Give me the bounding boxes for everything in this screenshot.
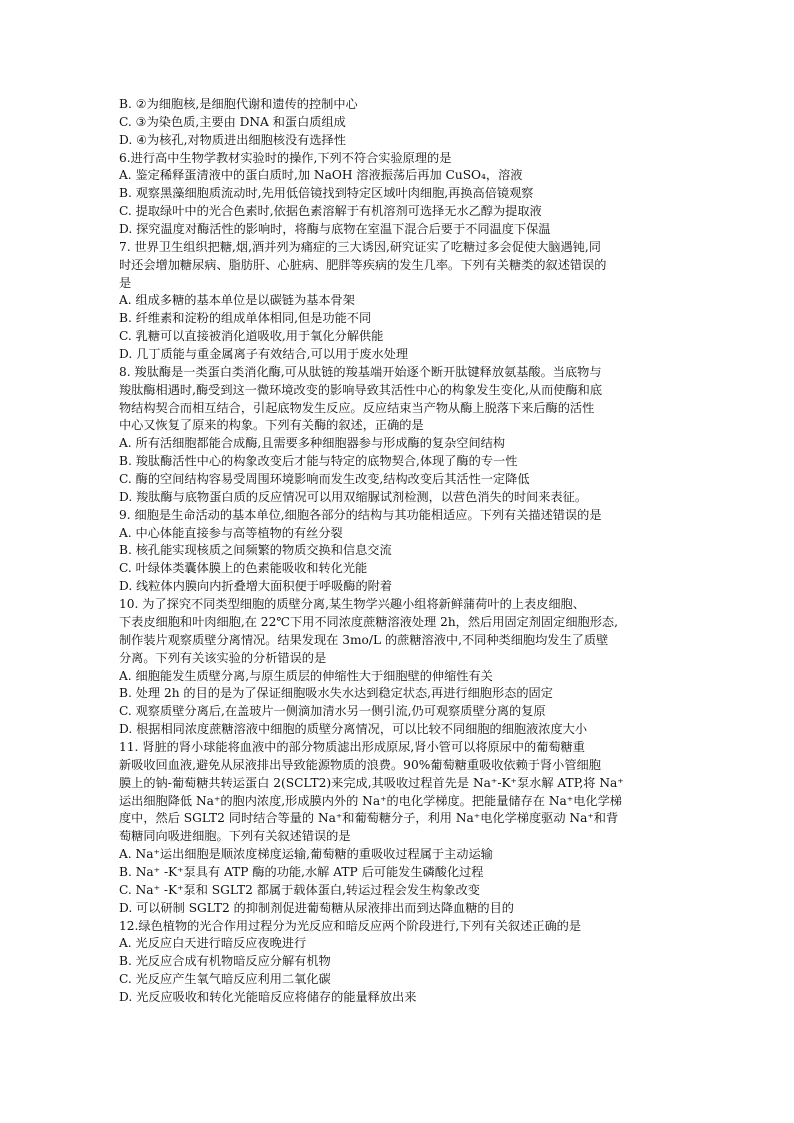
text-line: C. Na⁺ -K⁺泵和 SGLT2 都属于载体蛋白,转运过程会发生构象改变: [119, 882, 480, 897]
text-line: 萄糖同向吸进细胞。下列有关叙述错误的是: [119, 829, 351, 844]
text-line: 制作装片观察质壁分离情况。结果发现在 3mo/L 的蔗糖溶液中,不同种类细胞均发生了质壁: [119, 632, 609, 647]
text-line: 运出细胞降低 Na⁺的胞内浓度,形成膜内外的 Na⁺的电化学梯度。把能量储存在 Na⁺电化学梯: [119, 793, 622, 808]
text-line: C. 光反应产生氧气暗反应利用二氧化碳: [119, 972, 331, 987]
text-line: 12.绿色植物的光合作用过程分为光反应和暗反应两个阶段进行,下列有关叙述正确的是: [119, 918, 582, 933]
text-line: 物结构契合而相互结合，引起底物发生反应。反应结束当产物从酶上脱落下来后酶的活性: [119, 400, 595, 415]
text-line: A. 所有活细胞都能合成酶,且需要多种细胞器参与形成酶的复杂空间结构: [119, 436, 506, 451]
text-line: D. 探究温度对酶活性的影响时，将酶与底物在室温下混合后要于不同温度下保温: [119, 222, 551, 237]
text-line: B. 羧肽酶活性中心的构象改变后才能与特定的底物契合,体现了酶的专一性: [119, 454, 518, 469]
text-line: B. 核孔能实现核质之间频繁的物质交换和信息交流: [119, 543, 392, 558]
text-line: 9. 细胞是生命活动的基本单位,细胞各部分的结构与其功能相适应。下列有关描述错误的是: [119, 507, 602, 522]
text-line: 11. 肾脏的肾小球能将血液中的部分物质滤出形成原尿,肾小管可以将原尿中的葡萄糖重: [119, 739, 585, 754]
text-line: A. 组成多糖的基本单位是以碳链为基本骨架: [119, 293, 355, 308]
text-line: 是: [119, 275, 132, 290]
text-line: D. 几丁质能与重金属离子有效结合,可以用于废水处理: [119, 347, 409, 362]
text-line: 7. 世界卫生组织把糖,烟,酒并列为痛症的三大诱因,研究证实了吃糖过多会促使大脑遇钝,同: [119, 239, 601, 254]
text-line: D. 羧肽酶与底物蛋白质的反应情况可以用双缩脲试剂检测，以营色消失的时间来表征。: [119, 489, 588, 504]
text-line: 新吸收回血液,避免从尿液排出导致能源物质的浪费。90%葡萄糖重吸收依赖于肾小管细胞: [119, 757, 601, 772]
text-line: D. ④为核孔,对物质进出细胞核没有选择性: [119, 132, 346, 147]
text-line: 10. 为了探究不同类型细胞的质壁分离,某生物学兴趣小组将新鲜蒲荷叶的上表皮细胞、: [119, 597, 585, 612]
text-line: C. 乳糖可以直接被消化道吸收,用于氧化分解供能: [119, 329, 384, 344]
text-line: 6.进行高中生物学教材实验时的操作,下列不符合实验原理的是: [119, 150, 452, 165]
text-line: 下表皮细胞和叶肉细胞,在 22℃下用不同浓度蔗糖溶液处理 2h，然后用固定剂固定细胞形态,: [119, 614, 618, 629]
text-line: B. 观察黑藻细胞质流动时,先用低倍镜找到特定区域叶肉细胞,再换高倍镜观察: [119, 186, 534, 201]
text-line: C. 提取绿叶中的光合色素时,依据色素溶解于有机溶剂可选择无水乙醇为提取液: [119, 204, 542, 219]
text-line: B. Na⁺ -K⁺泵具有 ATP 酶的功能,水解 ATP 后可能发生磷酸化过程: [119, 864, 484, 879]
text-line: B. 处理 2h 的目的是为了保证细胞吸水失水达到稳定状态,再进行细胞形态的固定: [119, 686, 553, 701]
text-line: A. 鉴定稀释蛋清液中的蛋白质时,加 NaOH 溶液振荡后再加 CuSO₄，溶液: [119, 168, 523, 183]
text-line: 中心又恢复了原来的构象。下列有关酶的叙述，正确的是: [119, 418, 424, 433]
document-body: [119, 96, 681, 1007]
text-line: 度中，然后 SGLT2 同时结合等量的 Na⁺和葡萄糖分子，利用 Na⁺电化学梯度驱动 Na⁺和背: [119, 811, 619, 826]
text-line: C. 叶绿体类囊体膜上的色素能吸收和转化光能: [119, 561, 368, 576]
text-line: 分离。下列有关该实验的分析错误的是: [119, 650, 327, 665]
text-line: D. 线粒体内膜向内折叠增大面积便于呼吸酶的附着: [119, 579, 393, 594]
text-line: 8. 羧肽酶是一类蛋白类消化酶,可从肽链的羧基端开始逐个断开肽键释放氨基酸。当底物与: [119, 364, 602, 379]
text-line: C. ③为染色质,主要由 DNA 和蛋白质组成: [119, 114, 346, 129]
text-line: D. 光反应吸收和转化光能暗反应将储存的能量释放出来: [119, 989, 417, 1004]
text-line: B. 光反应合成有机物暗反应分解有机物: [119, 954, 331, 969]
text-line: C. 观察质壁分离后,在盖玻片一侧滴加清水另一侧引流,仍可观察质壁分离的复原: [119, 704, 546, 719]
text-line: B. ②为细胞核,是细胞代谢和遗传的控制中心: [119, 97, 358, 111]
text-line: C. 酶的空间结构容易受周围环境影响而发生改变,结构改变后其活性一定降低: [119, 472, 530, 487]
text-line: A. 中心体能直接参与高等植物的有丝分裂: [119, 525, 343, 540]
text-line: D. 可以研制 SGLT2 的抑制剂促进葡萄糖从尿液排出而到达降血糖的目的: [119, 900, 514, 915]
text-line: B. 纤维素和淀粉的组成单体相同,但是功能不同: [119, 311, 372, 326]
text-line: A. 光反应白天进行暗反应夜晚进行: [119, 936, 307, 951]
text-line: D. 根据相同浓度蔗糖溶液中细胞的质壁分离情况，可以比较不同细胞的细胞液浓度大小: [119, 722, 588, 737]
text-line: 膜上的钠-葡萄糖共转运蛋白 2(SCLT2)来完成,其吸收过程首先是 Na⁺-K⁺泵水解 ATP,将 Na⁺: [119, 775, 624, 790]
text-line: 时还会增加糖尿病、脂肪肝、心脏病、肥胖等疾病的发生几率。下列有关糖类的叙述错误的: [119, 257, 607, 272]
text-line: 羧肽酶相遇时,酶受到这一微环境改变的影响导致其活性中心的构象发生变化,从而使酶和底: [119, 382, 603, 397]
text-line: A. Na⁺运出细胞是顺浓度梯度运输,葡萄糖的重吸收过程属于主动运输: [119, 847, 493, 862]
text-line: A. 细胞能发生质壁分离,与原生质层的伸缩性大于细胞壁的伸缩性有关: [119, 668, 493, 683]
